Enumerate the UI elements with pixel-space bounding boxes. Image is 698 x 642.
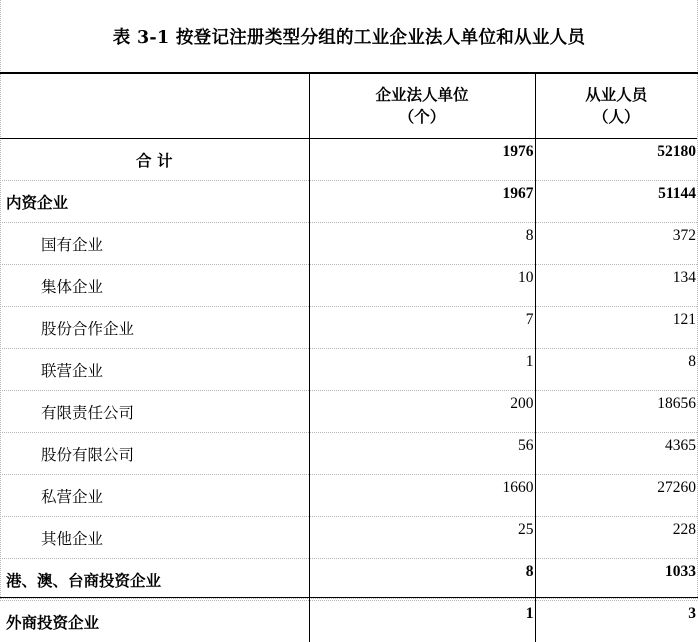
employees-cell: 1033 <box>535 559 697 601</box>
row-label: 私营企业 <box>0 475 309 517</box>
employees-cell: 52180 <box>535 139 697 181</box>
statistics-table <box>0 74 697 642</box>
row-label: 国有企业 <box>0 223 309 265</box>
table-title: 表 3-1 按登记注册类型分组的工业企业法人单位和从业人员 <box>0 0 698 72</box>
row-label: 港、澳、台商投资企业 <box>0 559 309 601</box>
table-row <box>0 307 697 349</box>
header-units-unit: （个） <box>310 106 535 128</box>
employees-cell: 228 <box>535 517 697 559</box>
employees-cell: 51144 <box>535 181 697 223</box>
table-row <box>0 601 697 642</box>
employees-cell: 3 <box>535 601 697 642</box>
units-cell: 7 <box>309 307 535 349</box>
units-cell: 25 <box>309 517 535 559</box>
employees-cell: 372 <box>535 223 697 265</box>
table-row <box>0 349 697 391</box>
employees-cell: 18656 <box>535 391 697 433</box>
employees-cell: 4365 <box>535 433 697 475</box>
header-units-label: 企业法人单位 <box>310 84 535 106</box>
row-label: 联营企业 <box>0 349 309 391</box>
units-cell: 56 <box>309 433 535 475</box>
row-label: 有限责任公司 <box>0 391 309 433</box>
table-row <box>0 433 697 475</box>
header-employees <box>535 74 697 139</box>
table-row <box>0 559 697 601</box>
table-row <box>0 391 697 433</box>
header-units <box>309 74 535 139</box>
header-row <box>0 74 697 139</box>
employees-cell: 8 <box>535 349 697 391</box>
units-cell: 1 <box>309 349 535 391</box>
units-cell: 1 <box>309 601 535 642</box>
header-employees-label: 从业人员 <box>536 84 698 106</box>
bottom-rule <box>0 597 698 598</box>
table-row-total <box>0 139 697 181</box>
table-row <box>0 475 697 517</box>
row-label: 其他企业 <box>0 517 309 559</box>
units-cell: 1967 <box>309 181 535 223</box>
units-cell: 8 <box>309 223 535 265</box>
units-cell: 8 <box>309 559 535 601</box>
units-cell: 1976 <box>309 139 535 181</box>
row-label: 合 计 <box>0 139 309 181</box>
employees-cell: 134 <box>535 265 697 307</box>
table-row <box>0 181 697 223</box>
row-label: 内资企业 <box>0 181 309 223</box>
table-row <box>0 223 697 265</box>
row-label: 外商投资企业 <box>0 601 309 642</box>
units-cell: 10 <box>309 265 535 307</box>
header-category <box>0 74 309 139</box>
header-employees-unit: （人） <box>536 106 698 128</box>
row-label: 股份合作企业 <box>0 307 309 349</box>
table-row <box>0 265 697 307</box>
employees-cell: 27260 <box>535 475 697 517</box>
table-row <box>0 517 697 559</box>
row-label: 股份有限公司 <box>0 433 309 475</box>
employees-cell: 121 <box>535 307 697 349</box>
units-cell: 200 <box>309 391 535 433</box>
row-label: 集体企业 <box>0 265 309 307</box>
units-cell: 1660 <box>309 475 535 517</box>
